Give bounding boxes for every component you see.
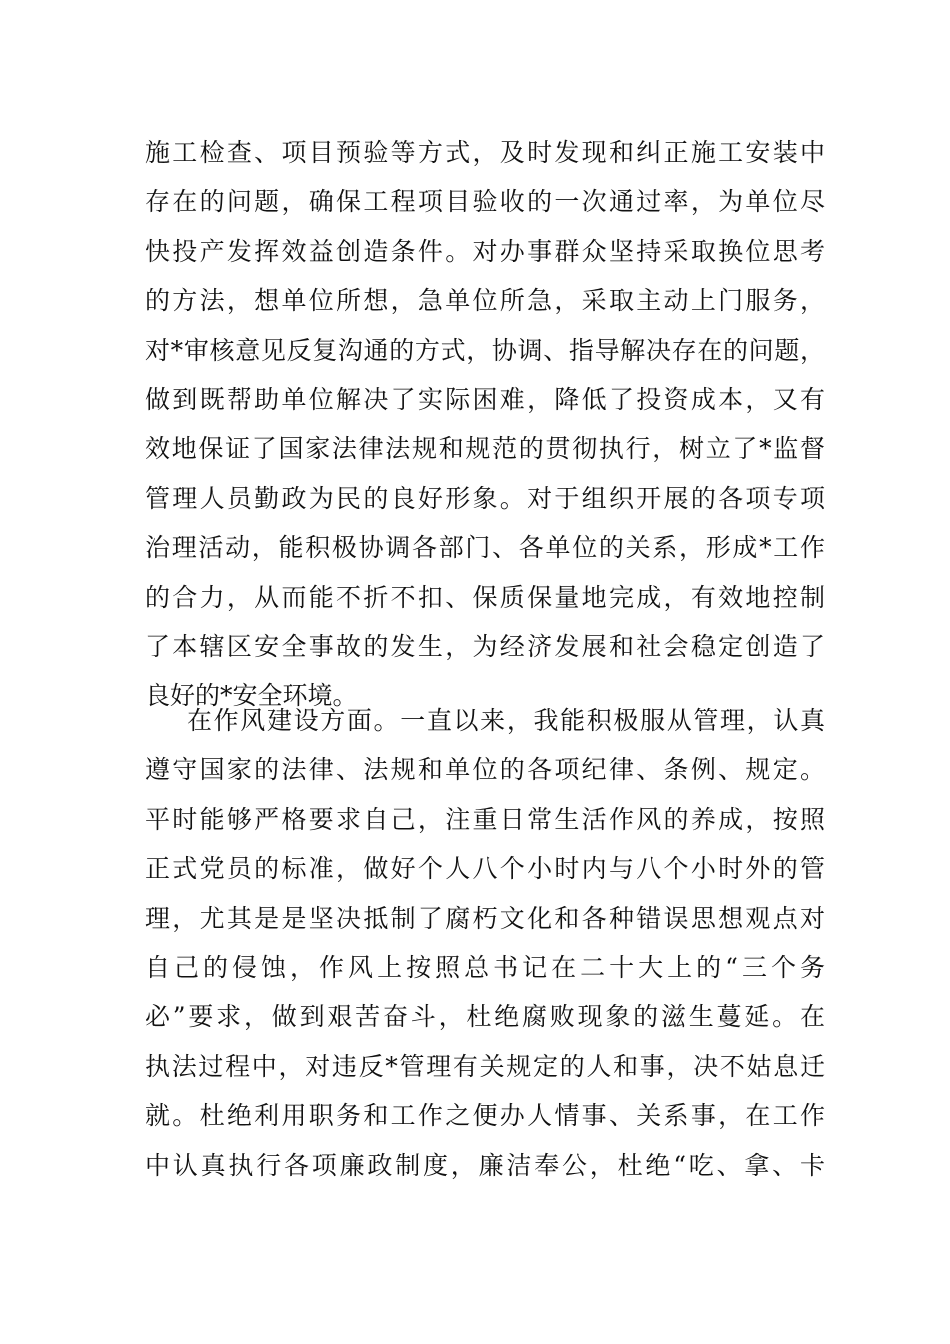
text-line: 遵守国家的法律、法规和单位的各项纪律、条例、规定。: [145, 755, 825, 785]
text-line: 平时能够严格要求自己，注重日常生活作风的养成，按照: [145, 804, 825, 834]
text-line: 在作风建设方面。一直以来，我能积极服从管理，认真: [187, 706, 825, 735]
text-line: 自己的侵蚀，作风上按照总书记在二十大上的“三个务: [145, 952, 825, 982]
text-line: 正式党员的标准，做好个人八个小时内与八个小时外的管: [145, 854, 825, 884]
text-line: 管理人员勤政为民的良好形象。对于组织开展的各项专项: [145, 483, 825, 513]
paragraph-work-performance: [145, 128, 825, 721]
text-line: 理，尤其是是坚决抵制了腐朽文化和各种错误思想观点对: [145, 903, 825, 933]
text-line: 中认真执行各项廉政制度，廉洁奉公，杜绝“吃、拿、卡: [145, 1150, 825, 1180]
text-line: 了本辖区安全事故的发生，为经济发展和社会稳定创造了: [145, 631, 825, 661]
text-line: 对*审核意见反复沟通的方式，协调、指导解决存在的问题，: [145, 335, 825, 365]
text-line: 做到既帮助单位解决了实际困难，降低了投资成本，又有: [145, 384, 825, 414]
text-line: 快投产发挥效益创造条件。对办事群众坚持采取换位思考: [145, 236, 825, 266]
text-line: 执法过程中，对违反*管理有关规定的人和事，决不姑息迁: [145, 1051, 825, 1081]
text-line: 的方法，想单位所想，急单位所急，采取主动上门服务，: [145, 286, 825, 316]
text-line: 存在的问题，确保工程项目验收的一次通过率，为单位尽: [145, 187, 825, 217]
text-line: 施工检查、项目预验等方式，及时发现和纠正施工安装中: [145, 138, 825, 167]
text-line: 必”要求，做到艰苦奋斗，杜绝腐败现象的滋生蔓延。在: [145, 1002, 825, 1032]
text-line: 效地保证了国家法律法规和规范的贯彻执行，树立了*监督: [145, 434, 825, 464]
text-line: 就。杜绝利用职务和工作之便办人情事、关系事，在工作: [145, 1101, 825, 1131]
text-line: 治理活动，能积极协调各部门、各单位的关系，形成*工作: [145, 533, 825, 563]
text-line: 的合力，从而能不折不扣、保质保量地完成，有效地控制: [145, 582, 825, 612]
paragraph-work-style: [145, 696, 825, 1190]
text-line: 良好的*安全环境。: [145, 681, 358, 711]
